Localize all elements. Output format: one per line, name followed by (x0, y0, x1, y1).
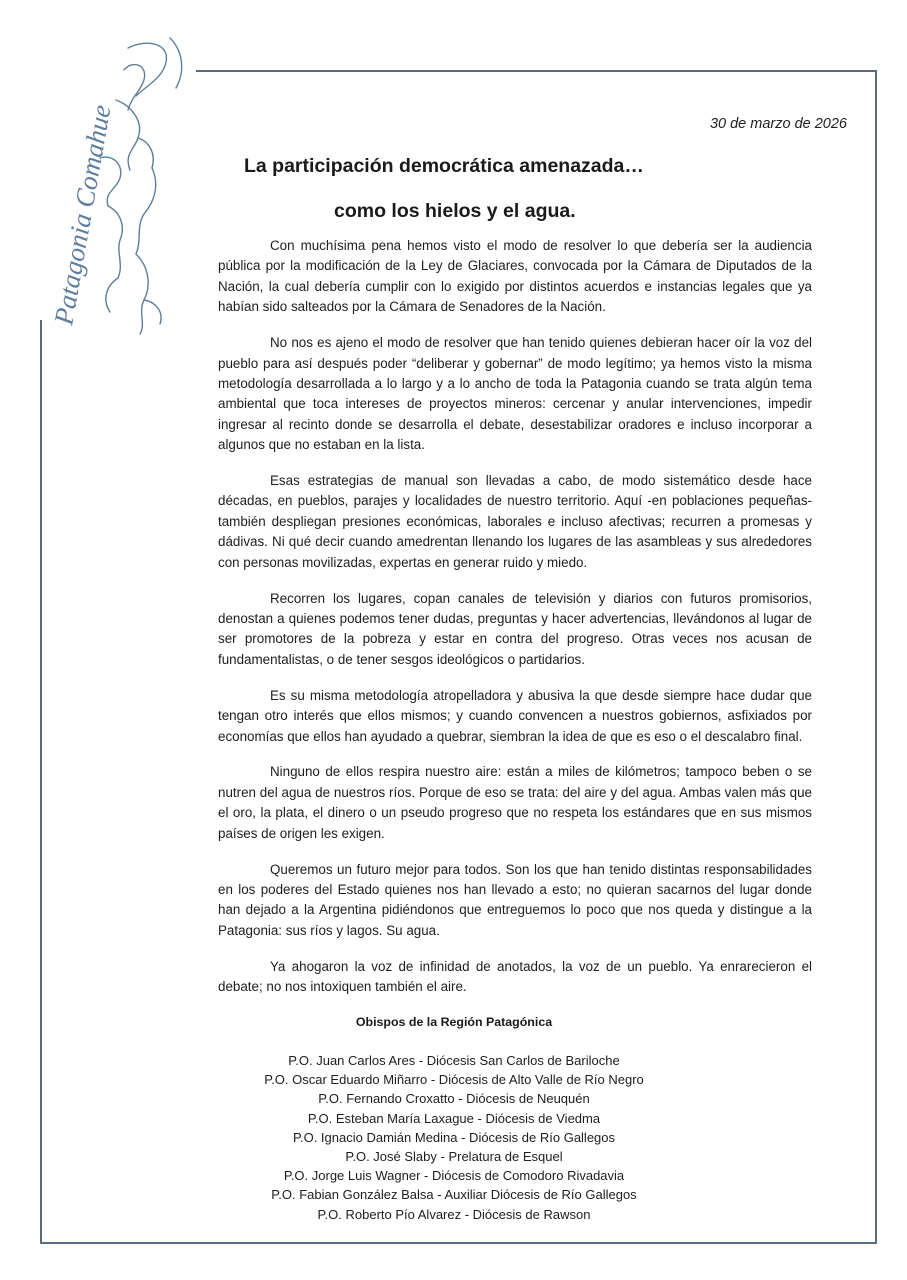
signature-line: P.O. Jorge Luis Wagner - Diócesis de Comodoro Rivadavia (283, 1168, 625, 1184)
body-paragraph: No nos es ajeno el modo de resolver que han tenido quienes debieran hacer oír la voz del pueblo para así después poder “deliberar y gobernar” de modo legítimo; ya hemos visto la misma metodología desarrollada a lo largo y a lo ancho de toda la Patagonia cuando se trata algún tema ambiental que toca intereses de proyectos mineros: cercenar y anular intervenciones, impedir ingresar al recinto donde se desarrolla el debate, desestabilizar oradores e incluso incorporar a algunos que no estaban en la lista. (218, 335, 812, 453)
body-paragraph: Ninguno de ellos respira nuestro aire: están a miles de kilómetros; tampoco beben o se nutren del agua de nuestros ríos. Porque de eso se trata: del aire y del agua. Ambas valen más que el oro, la plata, el dinero o un pseudo progreso que no respeta los estándares que en sus mismos países de origen les exigen. (218, 764, 812, 841)
frame-left-border (40, 320, 42, 1244)
body-paragraph: Queremos un futuro mejor para todos. Son los que han tenido distintas responsabilidades en los poderes del Estado quienes nos han llevado a esto; no quieran sacarnos del lugar donde han dejado a la Argentina pidiéndonos que entreguemos lo poco que nos queda y distingue a la Patagonia: sus ríos y lagos. Su agua. (218, 861, 812, 938)
signature-line: P.O. Roberto Pío Alvarez - Diócesis de Rawson (317, 1206, 591, 1222)
signatures-block (218, 1015, 690, 1224)
body-paragraph: Recorren los lugares, copan canales de televisión y diarios con futuros promisorios, denostan a quienes podemos tener dudas, preguntas y hacer advertencias, llevándonos al lugar de ser promotores de la pobreza y estar en contra del progreso. Otras veces nos acusan de fundamentalistas, o de tener sesgos ideológicos o partidarios. (218, 590, 812, 667)
signature-line: P.O. Esteban María Laxague - Diócesis de Viedma (307, 1110, 601, 1126)
frame-bottom-border (40, 1242, 877, 1244)
patagonia-comahue-logo-icon (20, 30, 195, 340)
body-paragraph: Ya ahogaron la voz de infinidad de anotados, la voz de un pueblo. Ya enrarecieron el debate; no nos intoxiquen también el aire. (218, 958, 812, 995)
letter-title-line1: La participación democrática amenazada… (244, 155, 644, 177)
signature-line: P.O. Oscar Eduardo Miñarro - Diócesis de Alto Valle de Río Negro (264, 1072, 644, 1088)
logo-wordmark: Patagonia Comahue (48, 102, 117, 328)
signature-line: P.O. Ignacio Damián Medina - Diócesis de Río Gallegos (292, 1129, 616, 1145)
signature-line: P.O. Juan Carlos Ares - Diócesis San Carlos de Bariloche (288, 1053, 620, 1068)
letter-body (218, 236, 812, 1013)
body-paragraph: Es su misma metodología atropelladora y abusiva la que desde siempre hace dudar que tengan otro interés que ellos mismos; y cuando convencen a nuestros gobiernos, asfixiados por economías que ellos han ayudado a quebrar, siembran la idea de que es eso o el descalabro final. (218, 687, 812, 744)
frame-right-border (875, 70, 877, 1244)
letter-date: 30 de marzo de 2026 (709, 116, 847, 132)
signature-line: P.O. José Slaby - Prelatura de Esquel (345, 1149, 563, 1165)
body-paragraph: Con muchísima pena hemos visto el modo de resolver lo que debería ser la audiencia pública por la modificación de la Ley de Glaciares, convocada por la Cámara de Diputados de la Nación, la cual debería cumplir con lo exigido por distintos acuerdos e instancias legales que ya habían sido salteados por la Cámara de Senadores de la Nación. (218, 238, 812, 315)
signature-line: P.O. Fernando Croxatto - Diócesis de Neuquén (318, 1091, 590, 1107)
signatures-heading: Obispos de la Región Patagónica (355, 1015, 553, 1029)
signature-line: P.O. Fabian González Balsa - Auxiliar Diócesis de Río Gallegos (271, 1187, 637, 1203)
letter-title-line2: como los hielos y el agua. (334, 200, 576, 222)
frame-top-border (196, 70, 877, 72)
body-paragraph: Esas estrategias de manual son llevadas a cabo, de modo sistemático desde hace décadas, en pueblos, parajes y localidades de nuestro territorio. Aquí -en poblaciones pequeñas- también despliegan presiones económicas, laborales e incluso afectivas; recurren a promesas y dádivas. Ni qué decir cuando amedrentan llenando los lugares de las asambleas y sus alrededores con personas movilizadas, expertas en generar ruido y miedo. (218, 473, 812, 570)
